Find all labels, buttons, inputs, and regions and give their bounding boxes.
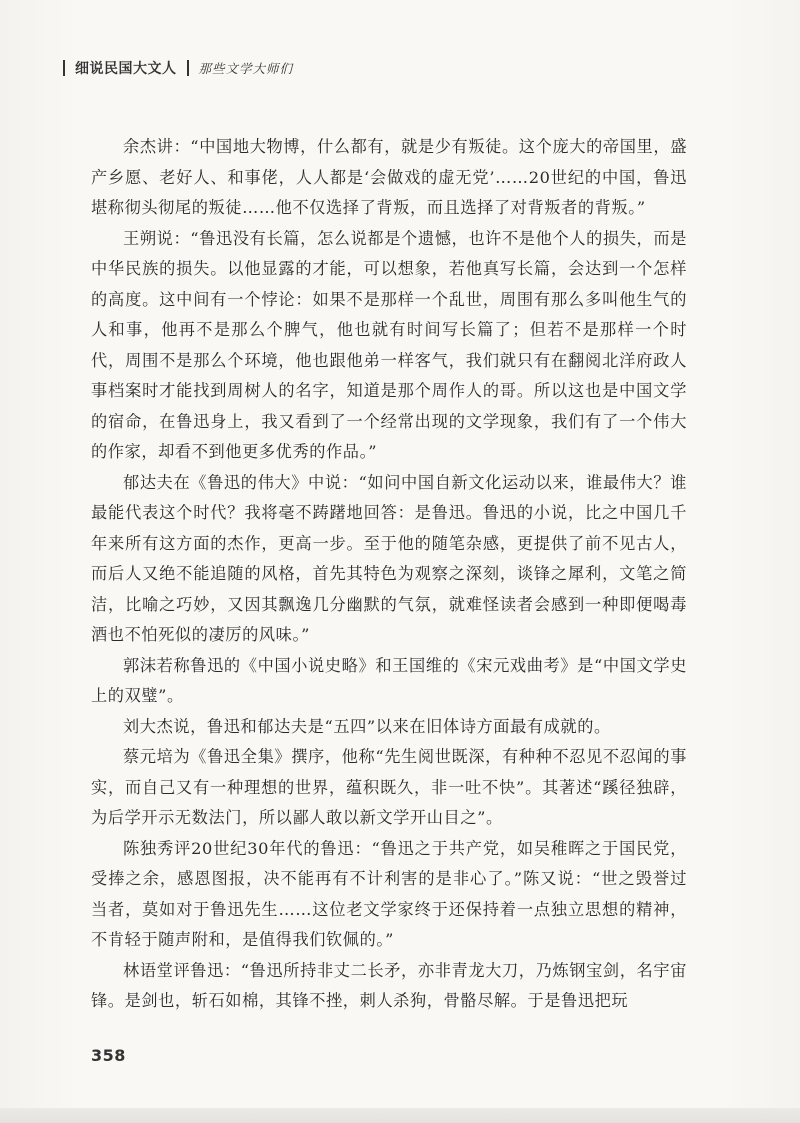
page-bottom-edge xyxy=(0,1108,800,1123)
book-title: 细说民国大文人 xyxy=(75,61,177,77)
paragraph-liu-dajie: 刘大杰说，鲁迅和郁达夫是“五四”以来在旧体诗方面最有成就的。 xyxy=(123,716,611,736)
paragraph-yu-jie: 余杰讲：“中国地大物博，什么都有，就是少有叛徒。这个庞大的帝国里，盛产乡愿、老好人、和事佬，人人都是‘会做戏的虚无党’……20世纪的中国，鲁迅堪称彻头彻尾的叛徒……他不仅选择了背叛，而且选择了对背叛者的背叛。” xyxy=(91,137,687,217)
body-text xyxy=(91,132,687,1017)
paragraph-cai-yuanpei: 蔡元培为《鲁迅全集》撰序，他称“先生阅世既深，有种种不忍见不忍闻的事实，而自己又有一种理想的世界，蕴积既久，非一吐不快”。其著述“蹊径独辟，为后学开示无数法门，所以鄙人敢以新文学开山目之”。 xyxy=(91,747,687,827)
page-number: 358 xyxy=(91,1046,126,1065)
section-title: 那些文学大师们 xyxy=(198,61,294,76)
header-divider-left xyxy=(63,60,65,76)
paragraph-guo-moruo: 郭沫若称鲁迅的《中国小说史略》和王国维的《宋元戏曲考》是“中国文学史上的双璧”。 xyxy=(91,655,687,705)
running-header xyxy=(63,57,293,79)
paragraph-wang-shuo: 王朔说：“鲁迅没有长篇，怎么说都是个遗憾，也许不是他个人的损失，而是中华民族的损失。以他显露的才能，可以想象，若他真写长篇，会达到一个怎样的高度。这中间有一个悖论：如果不是那样一个乱世，周围有那么多叫他生气的人和事，他再不是那么个脾气，他也就有时间写长篇了；但若不是那样一个时代，周围不是那么个环境，他也跟他弟一样客气，我们就只有在翻阅北洋府政人事档案时才能找到周树人的名字，知道是那个周作人的哥。所以这也是中国文学的宿命，在鲁迅身上，我又看到了一个经常出现的文学现象，我们有了一个伟大的作家，却看不到他更多优秀的作品。” xyxy=(91,228,687,461)
paragraph-lin-yutang: 林语堂评鲁迅：“鲁迅所持非丈二长矛，亦非青龙大刀，乃炼钢宝剑，名宇宙锋。是剑也，斩石如棉，其锋不挫，刺人杀狗，骨骼尽解。于是鲁迅把玩 xyxy=(91,960,687,1010)
paragraph-yu-dafu: 郁达夫在《鲁迅的伟大》中说：“如问中国自新文化运动以来，谁最伟大？谁最能代表这个时代？我将毫不踌躇地回答：是鲁迅。鲁迅的小说，比之中国几千年来所有这方面的杰作，更高一步。至于他的随笔杂感，更提供了前不见古人，而后人又绝不能追随的风格，首先其特色为观察之深刻，谈锋之犀利，文笔之简洁，比喻之巧妙，又因其飘逸几分幽默的气氛，就难怪读者会感到一种即便喝毒酒也不怕死似的凄厉的风味。” xyxy=(91,472,687,644)
paragraph-chen-duxiu: 陈独秀评20世纪30年代的鲁迅：“鲁迅之于共产党，如吴稚晖之于国民党，受捧之余，感恩图报，决不能再有不计利害的是非心了。”陈又说：“世之毁誉过当者，莫如对于鲁迅先生……这位老文学家终于还保持着一点独立思想的精神，不肯轻于随声附和，是值得我们钦佩的。” xyxy=(91,838,687,949)
header-divider-middle xyxy=(187,60,189,76)
